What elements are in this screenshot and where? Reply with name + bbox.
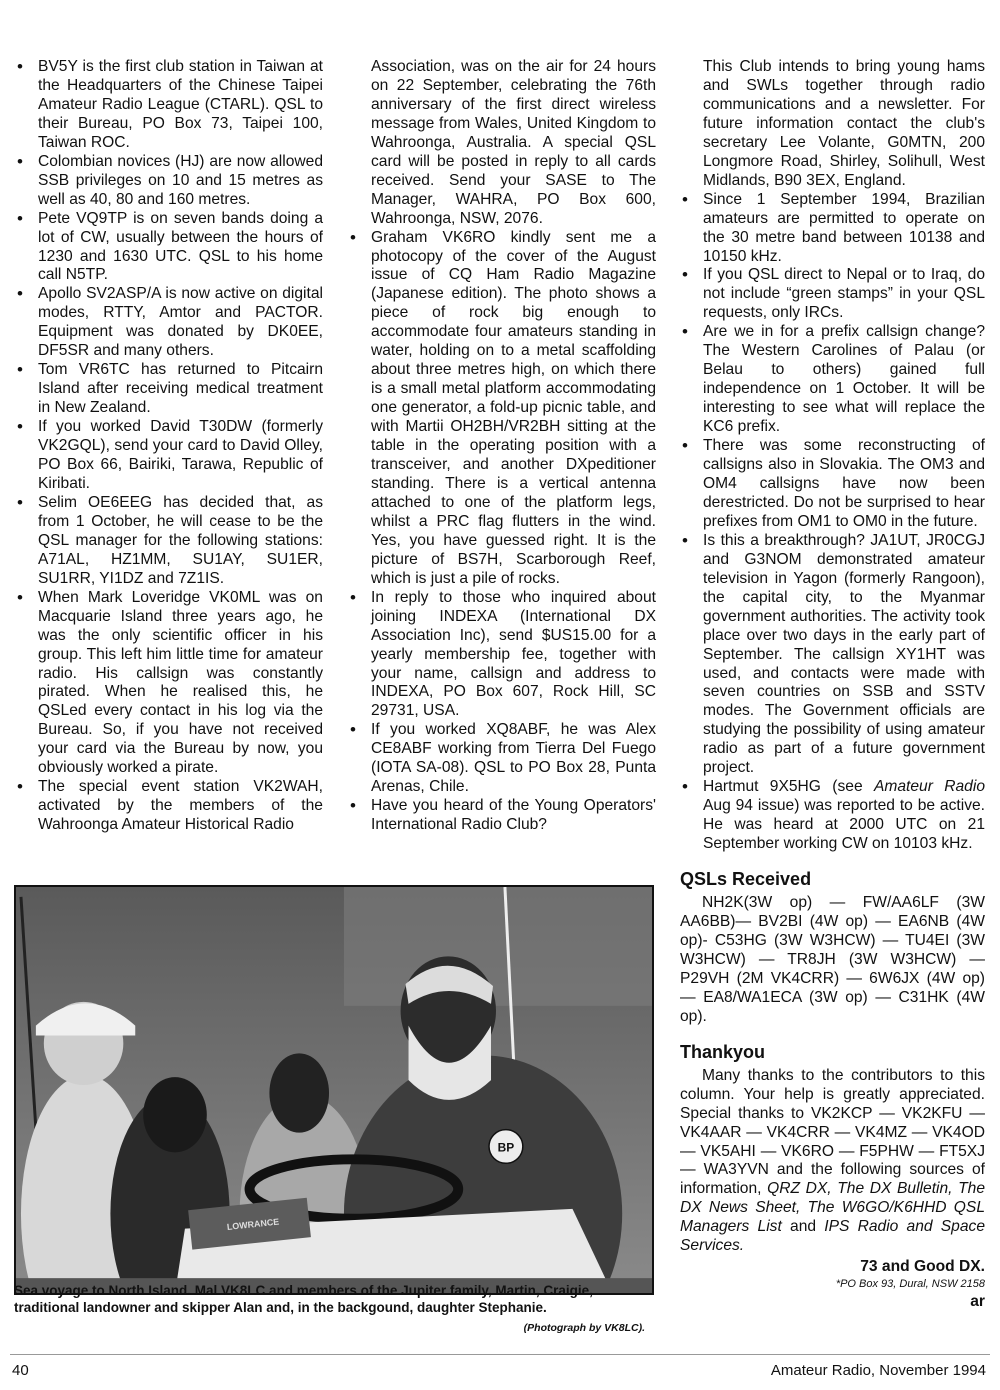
list-item: • If you worked XQ8ABF, he was Alex CE8ABF working from Tierra Del Fuego (IOTA SA-08). QSL to PO Box 28, Punta Arenas, Chile. xyxy=(348,721,656,797)
magazine-title: Amateur Radio xyxy=(873,778,985,796)
list-item: • In reply to those who inquired about joining INDEXA (International DX Association Inc), send $US15.00 for a yearly membership fee, together with your name, callsign and address to INDEXA, PO Box 607, Rock Hill, SC 29731, USA. xyxy=(348,589,656,722)
list-item: • When Mark Loveridge VK0ML was on Macquarie Island three years ago, he was the only scientific officer in his group. This left him little time for amateur radio. His callsign was constantly pirated. When he realised this, he QSLed every contact in his log via the Bureau. So, if you have not received your card via the Bureau by now, you obviously worked a pirate. xyxy=(15,589,323,779)
list-item xyxy=(680,778,985,854)
thanks-text: and xyxy=(781,1218,825,1236)
list-item: • Colombian novices (HJ) are now allowed SSB privileges on 10 and 15 metres as well as 40, 80 and 160 metres. xyxy=(15,153,323,210)
sign-text: LOWRANCE xyxy=(226,1216,280,1232)
column-2 xyxy=(348,58,656,835)
list-item: • BV5Y is the first club station in Taiwan at the Headquarters of the Chinese Taipei Amateur Radio League (CTARL). QSL to their Bureau, PO Box 73, Taipei 100, Taiwan ROC. xyxy=(15,58,323,153)
thanks-heading: Thankyou xyxy=(680,1041,766,1062)
sources-list: QRZ DX, The DX Bulletin, The DX News Sheet, The W6GO/K6HHD QSL Managers List xyxy=(680,1180,985,1236)
column-3 xyxy=(680,58,985,1312)
column-3-list xyxy=(680,191,985,854)
column-1 xyxy=(15,58,323,835)
photograph xyxy=(14,885,654,1295)
footer-divider xyxy=(10,1354,990,1355)
signoff: 73 and Good DX. xyxy=(860,1258,985,1276)
list-item: • Pete VQ9TP is on seven bands doing a lot of CW, usually between the hours of 1230 and 1630 UTC. QSL to his home call N5TP. xyxy=(15,210,323,286)
item-text: Hartmut 9X5HG (see xyxy=(703,778,874,796)
author-address: *PO Box 93, Dural, NSW 2158 xyxy=(835,1278,985,1291)
continued-paragraph: Association, was on the air for 24 hours on 22 September, celebrating the 76th anniversary of the first direct wireless message from Wales, United Kingdom to Wahroonga, Australia. A special QSL card will be posted in reply to all cards received. Send your SASE to The Manager, WAHRA, PO Box 600, Wahroonga, NSW, 2076. xyxy=(371,58,656,227)
list-item: • Have you heard of the Young Operators' International Radio Club? xyxy=(348,797,656,835)
column-2-list xyxy=(348,229,656,836)
list-item: • Apollo SV2ASP/A is now active on digital modes, RTTY, Amtor and PACTOR. Equipment was donated by DK0EE, DF5SR and many others. xyxy=(15,285,323,361)
list-item: • Selim OE6EEG has decided that, as from 1 October, he will cease to be the QSL manager for the following stations: A71AL, HZ1MM, SU1AY, SU1ER, SU1RR, YI1DZ and 7Z1IS. xyxy=(15,494,323,589)
photograph-illustration xyxy=(16,887,652,1293)
qsls-list: NH2K(3W op) — FW/AA6LF (3W AA6BB)— BV2BI (4W op) — EA6NB (4W op)- C53HG (3W W3HCW) — TU4EI (3W W3HCW) — TR8JH (3W W3HCW) — P29VH (2M VK4CRR) — 6W6JX (4W op) — EA8/WA1ECA (3W op) — C31HK (4W op). xyxy=(680,894,985,1025)
list-item: • Tom VR6TC has returned to Pitcairn Island after receiving medical treatment in New Zealand. xyxy=(15,361,323,418)
sources-list: IPS Radio and Space Services. xyxy=(680,1218,985,1255)
photo-credit: (Photograph by VK8LC). xyxy=(523,1322,645,1334)
bp-logo-text: BP xyxy=(497,1140,515,1155)
list-item: • Are we in for a prefix callsign change? The Western Carolines of Palau (or Belau to others) gained full independence on 1 October. It will be interesting to see what will replace the KC6 prefix. xyxy=(680,323,985,437)
running-footer: Amateur Radio, November 1994 xyxy=(770,1362,986,1379)
column-1-list xyxy=(15,58,323,835)
list-item: • Since 1 September 1994, Brazilian amateurs are permitted to operate on the 30 metre band between 10138 and 10150 kHz. xyxy=(680,191,985,267)
qsls-heading: QSLs Received xyxy=(680,869,812,890)
list-item: • The special event station VK2WAH, activated by the members of the Wahroonga Amateur Historical Radio xyxy=(15,778,323,835)
thanks-paragraph xyxy=(680,1067,985,1257)
item-text: Aug 94 issue) was reported to be active. He was heard at 2000 UTC on 21 September working CW on 10103 kHz. xyxy=(703,797,985,853)
page-number: 40 xyxy=(12,1362,29,1379)
list-item: • Is this a breakthrough? JA1UT, JR0CGJ and G3NOM demonstrated amateur television in Yagon (formerly Rangoon), the capital city, to the Myanmar government authorities. The activity took place over two days in the early part of September. The callsign XY1HT was used, and contacts were made with seven countries on SSB and SSTV modes. The Government officials are studying the possibility of using amateur radio as part of a future government project. xyxy=(680,532,985,778)
photo-caption: Sea voyage to North Island. Mal VK8LC and members of the Jupiter family, Martin, Craigie, traditional landowner and skipper Alan and, in the backgound, daughter Stephanie. xyxy=(14,1283,593,1315)
end-mark: ar xyxy=(970,1293,985,1311)
list-item: • If you worked David T30DW (formerly VK2GQL), send your card to David Olley, PO Box 66, Bairiki, Tarawa, Republic of Kiribati. xyxy=(15,418,323,494)
continued-paragraph: This Club intends to bring young hams and SWLs together through radio communications and a newsletter. For future information contact the club's secretary Lee Volante, G0MTN, 200 Longmore Road, Shirley, Solihull, West Midlands, B90 3EX, England. xyxy=(703,58,985,189)
list-item: • There was some reconstructing of callsigns also in Slovakia. The OM3 and OM4 callsigns have now been derestricted. Do not be surprised to hear prefixes from OM1 to OM0 in the future. xyxy=(680,437,985,532)
thanks-text: Many thanks to the contributors to this column. Your help is greatly appreciated. Special thanks to VK2KCP — VK2KFU — VK4AAR — VK4CRR — VK4MZ — VK4OD — VK5AHI — VK6RO — F5PHW — FT5XJ — WA3YVN and the following sources of information, xyxy=(680,1066,985,1198)
list-item: • If you QSL direct to Nepal or to Iraq, do not include “green stamps” in your QSL requests, only IRCs. xyxy=(680,266,985,323)
list-item: • Graham VK6RO kindly sent me a photocopy of the cover of the August issue of CQ Ham Radio Magazine (Japanese edition). The photo shows a piece of rock big enough to accommodate four amateurs standing in water, holding on to a metal scaffolding about three metres high, on which there is a small metal platform accommodating one generator, a fold-up picnic table, and with Martii OH2BH/VR2BH sitting at the table in the operating position with a transceiver, and another DXpeditioner standing. There is a vertical antenna attached to one of the platform legs, whilst a PRC flag flutters in the wind. Yes, you have guessed right. It is the picture of BS7H, Scarborough Reef, which is just a pile of rocks. xyxy=(348,229,656,589)
